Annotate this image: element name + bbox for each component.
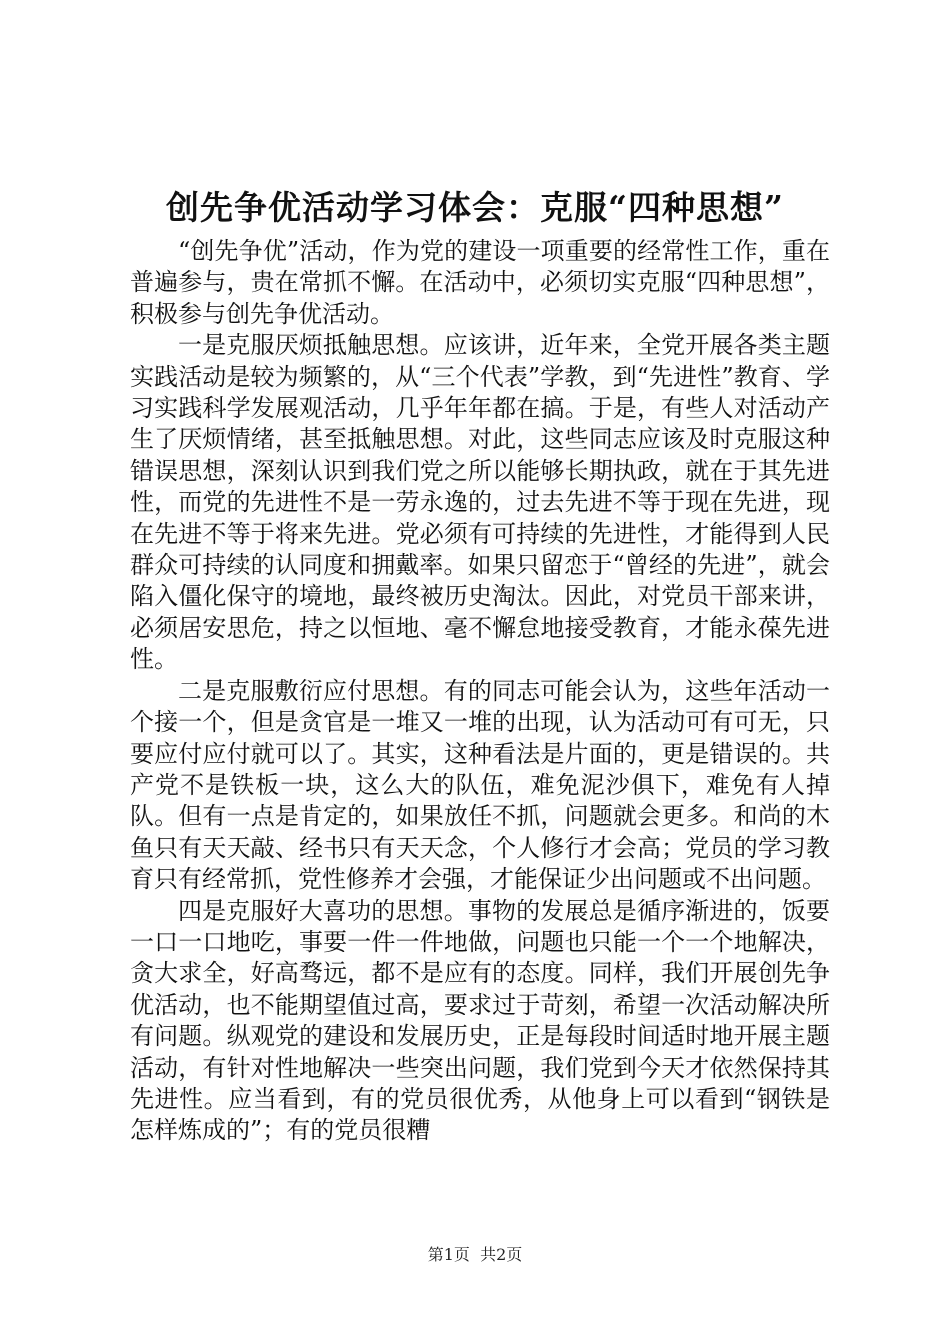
paragraph-intro: “创先争优”活动，作为党的建设一项重要的经常性工作，重在普遍参与，贵在常抓不懈。在活动中，必须切实克服“四种思想”，积极参与创先争优活动。 bbox=[130, 237, 830, 328]
paragraph-one: 一是克服厌烦抵触思想。应该讲，近年来，全党开展各类主题实践活动是较为频繁的，从“三个代表”学教，到“先进性”教育、学习实践科学发展观活动，几乎年年都在搞。于是，有些人对活动产生了厌烦情绪，甚至抵触思想。对此，这些同志应该及时克服这种错误思想，深刻认识到我们党之所以能够长期执政，就在于其先进性，而党的先进性不是一劳永逸的，过去先进不等于现在先进，现在先进不等于将来先进。党必须有可持续的先进性，才能得到人民群众可持续的认同度和拥戴率。如果只留恋于“曾经的先进”，就会陷入僵化保守的境地，最终被历史淘汰。因此，对党员干部来讲，必须居安思危，持之以恒地、毫不懈怠地接受教育，才能永葆先进性。 bbox=[130, 331, 830, 674]
paragraph-two: 二是克服敷衍应付思想。有的同志可能会认为，这些年活动一个接一个，但是贪官是一堆又一堆的出现，认为活动可有可无，只要应付应付就可以了。其实，这种看法是片面的，更是错误的。共产党不是铁板一块，这么大的队伍，难免泥沙俱下，难免有人掉队。但有一点是肯定的，如果放任不抓，问题就会更多。和尚的木鱼只有天天敲、经书只有天天念，个人修行才会高；党员的学习教育只有经常抓，党性修养才会强，才能保证少出问题或不出问题。 bbox=[130, 676, 830, 894]
footer-separator bbox=[470, 1245, 480, 1264]
page-total: 共2页 bbox=[480, 1245, 523, 1264]
page-number: 第1页 bbox=[427, 1245, 470, 1264]
document-body bbox=[130, 236, 830, 1147]
paragraph-four: 四是克服好大喜功的思想。事物的发展总是循序渐进的，饭要一口一口地吃，事要一件一件地做，问题也只能一个一个地解决，贪大求全，好高骛远，都不是应有的态度。同样，我们开展创先争优活动，也不能期望值过高，要求过于苛刻，希望一次活动解决所有问题。纵观党的建设和发展历史，正是每段时间适时地开展主题活动，有针对性地解决一些突出问题，我们党到今天才依然保持其先进性。应当看到，有的党员很优秀，从他身上可以看到“钢铁是怎样炼成的”；有的党员很糟 bbox=[130, 896, 830, 1145]
page-footer bbox=[0, 1245, 950, 1265]
document-title: 创先争优活动学习体会：克服“四种思想” bbox=[166, 188, 784, 227]
